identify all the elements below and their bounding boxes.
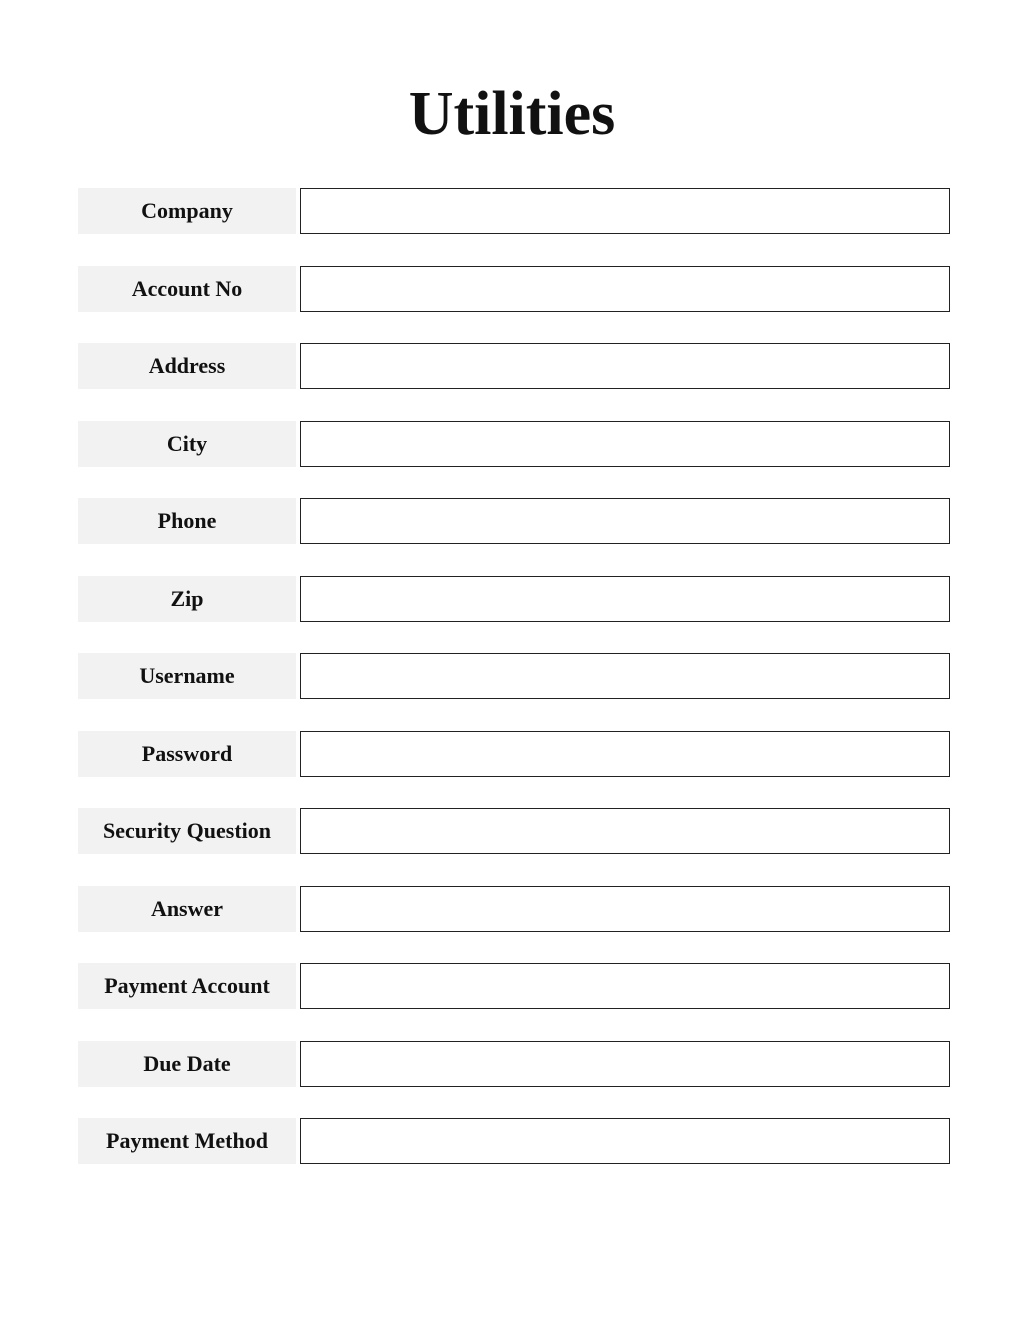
due-date-label: Due Date: [78, 1041, 296, 1087]
username-label: Username: [78, 653, 296, 699]
company-row: [78, 188, 950, 234]
address-row: [78, 343, 950, 389]
due-date-row: [78, 1041, 950, 1087]
address-label: Address: [78, 343, 296, 389]
city-field[interactable]: [300, 421, 950, 467]
city-row: [78, 421, 950, 467]
password-label: Password: [78, 731, 296, 777]
answer-row: [78, 886, 950, 932]
payment-account-label: Payment Account: [78, 963, 296, 1009]
company-label: Company: [78, 188, 296, 234]
payment-account-field[interactable]: [300, 963, 950, 1009]
zip-row: [78, 576, 950, 622]
username-row: [78, 653, 950, 699]
payment-method-row: [78, 1118, 950, 1164]
account-no-row: [78, 266, 950, 312]
due-date-field[interactable]: [300, 1041, 950, 1087]
payment-account-row: [78, 963, 950, 1009]
company-field[interactable]: [300, 188, 950, 234]
payment-method-label: Payment Method: [78, 1118, 296, 1164]
answer-field[interactable]: [300, 886, 950, 932]
security-question-row: [78, 808, 950, 854]
security-question-field[interactable]: [300, 808, 950, 854]
answer-label: Answer: [78, 886, 296, 932]
phone-label: Phone: [78, 498, 296, 544]
username-field[interactable]: [300, 653, 950, 699]
security-question-label: Security Question: [78, 808, 296, 854]
phone-row: [78, 498, 950, 544]
account-no-label: Account No: [78, 266, 296, 312]
payment-method-field[interactable]: [300, 1118, 950, 1164]
utilities-form: [78, 188, 950, 1196]
password-row: [78, 731, 950, 777]
phone-field[interactable]: [300, 498, 950, 544]
zip-label: Zip: [78, 576, 296, 622]
account-no-field[interactable]: [300, 266, 950, 312]
page-title: Utilities: [408, 80, 616, 148]
city-label: City: [78, 421, 296, 467]
password-field[interactable]: [300, 731, 950, 777]
zip-field[interactable]: [300, 576, 950, 622]
address-field[interactable]: [300, 343, 950, 389]
